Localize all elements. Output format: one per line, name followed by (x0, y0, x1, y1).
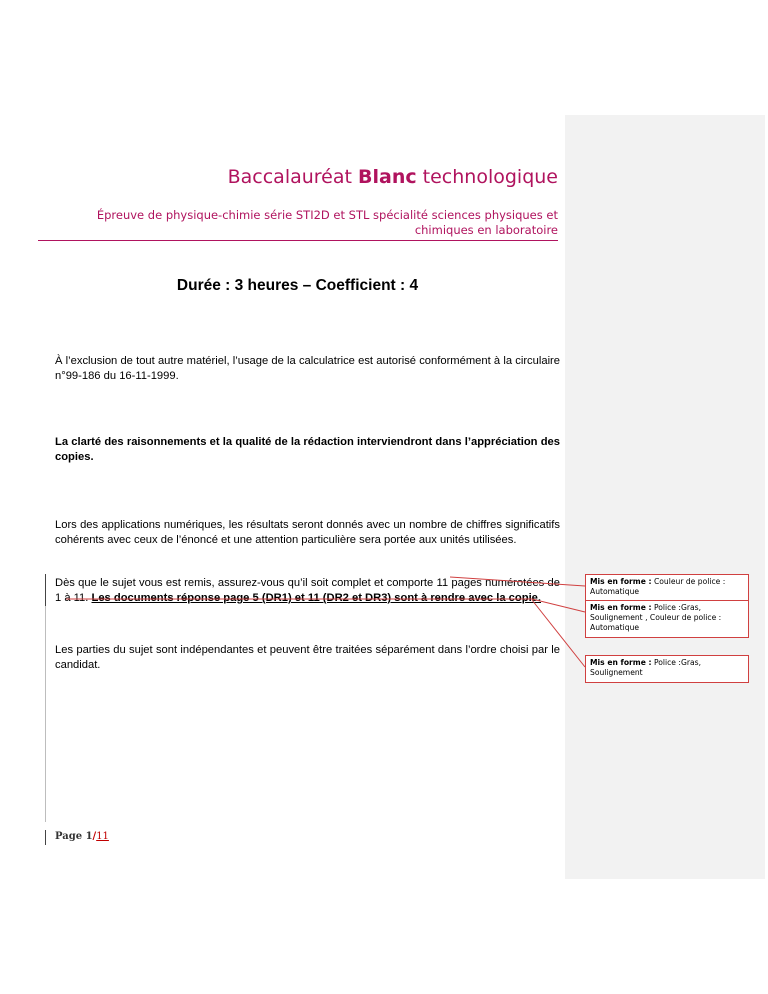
paragraph-numerical: Lors des applications numériques, les résultats seront donnés avec un nombre de chiffres significatifs cohérents avec ceux de l’énoncé et une attention particulière sera portée aux unités utilisées. (55, 519, 560, 546)
comment-label: Mis en forme : (590, 658, 652, 667)
comment-balloon-2[interactable] (585, 600, 749, 638)
page-number (55, 831, 109, 842)
comment-label: Mis en forme : (590, 603, 652, 612)
paragraph-pages-text: Dès que le sujet vous est remis, assurez-vous qu’il soit complet et comporte 11 pages numérotées de 1 à 11. (55, 577, 560, 604)
comment-margin-pane (565, 115, 765, 879)
comment-text: Couleur de police : Automatique (590, 577, 726, 596)
document-subtitle: Épreuve de physique-chimie série STI2D et STL spécialité sciences physiques et chimiques en laboratoire (96, 208, 558, 237)
page-label: Page 1 (55, 831, 93, 842)
page-separator: / (92, 831, 97, 842)
paragraph-clarity: La clarté des raisonnements et la qualité de la rédaction interviendront dans l’appréciation des copies. (55, 436, 560, 463)
comment-label: Mis en forme : (590, 577, 652, 586)
paragraph-pages (55, 576, 560, 606)
change-bar (45, 574, 46, 606)
title-bold: Blanc (358, 166, 417, 188)
page-total: 11 (96, 831, 109, 842)
change-bar (45, 606, 46, 822)
title-divider (38, 240, 558, 241)
title-part1: Baccalauréat (227, 166, 359, 188)
document-title (40, 166, 558, 188)
paragraph-pages-bold: Les documents réponse page 5 (DR1) et 11 (DR2 et DR3) sont à rendre avec la copie. (91, 592, 542, 604)
paragraph-independent: Les parties du sujet sont indépendantes et peuvent être traitées séparément dans l’ordre choisi par le candidat. (55, 644, 560, 671)
change-bar (45, 830, 46, 845)
comment-text: Police :Gras, Soulignement (590, 658, 701, 677)
exam-duration: Durée : 3 heures – Coefficient : 4 (176, 277, 419, 294)
title-part2: technologique (416, 166, 558, 188)
paragraph-calculator: À l’exclusion de tout autre matériel, l’usage de la calculatrice est autorisé conformément à la circulaire n°99-186 du 16-11-1999. (55, 355, 560, 382)
comment-balloon-3[interactable] (585, 655, 749, 683)
comment-text: Police :Gras, Soulignement , Couleur de police : Automatique (590, 603, 722, 632)
comment-balloon-1[interactable] (585, 574, 749, 602)
